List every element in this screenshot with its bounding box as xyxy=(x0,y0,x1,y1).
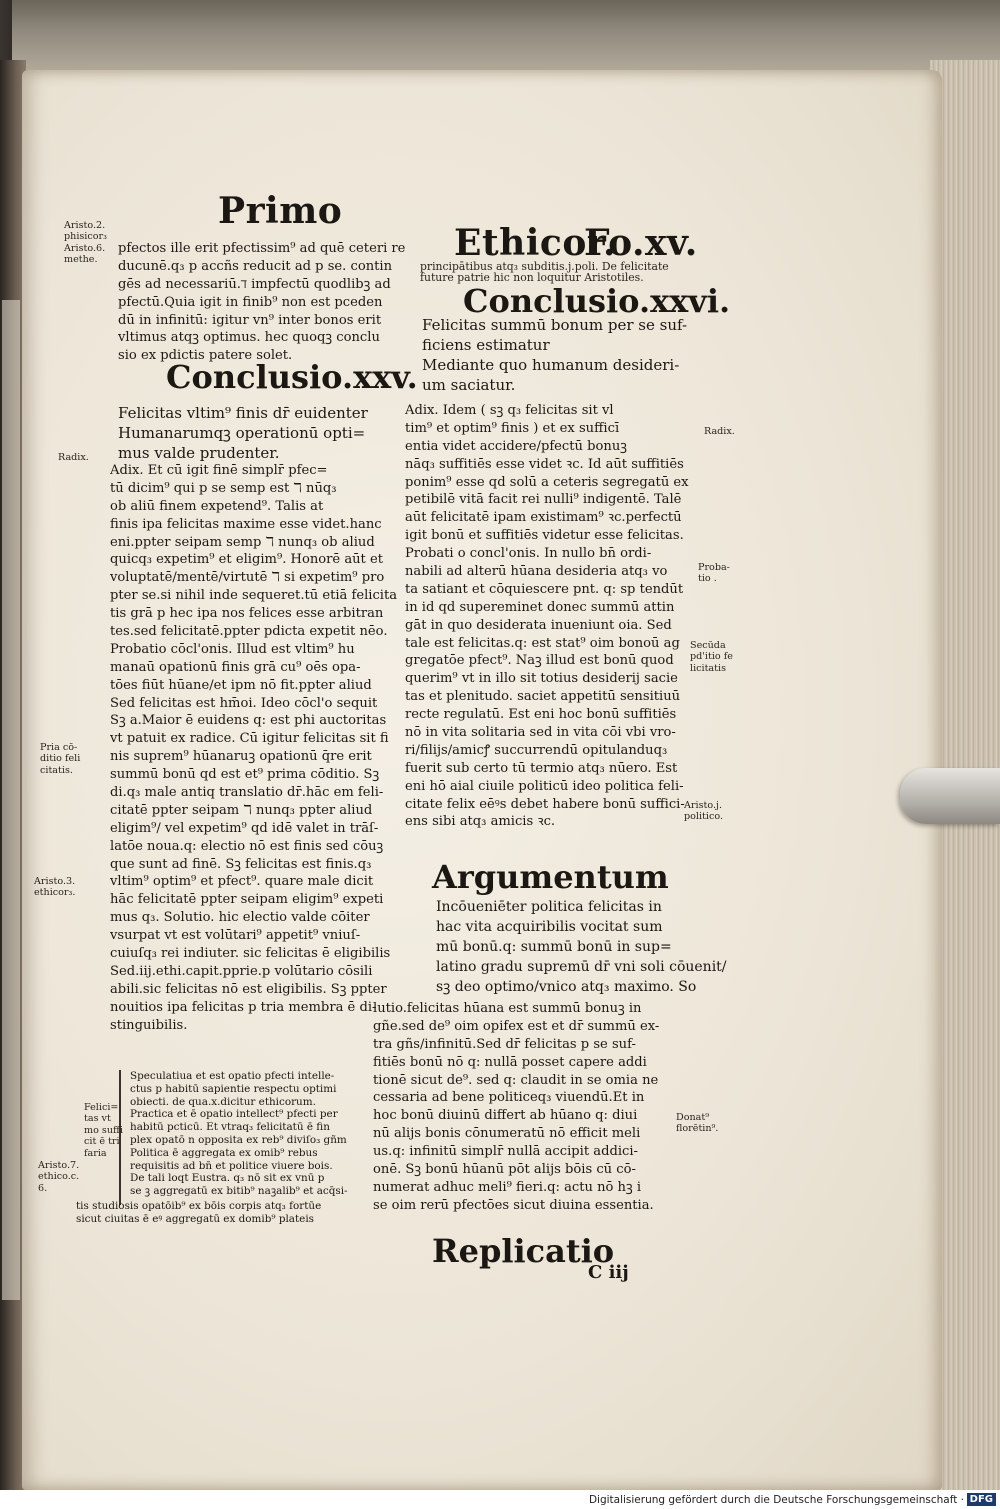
running-head-right: Ethicor. xyxy=(454,222,617,264)
text-line: ob aliū finem expetend⁹. Talis at xyxy=(110,498,324,514)
text-line: hoc bonū diuinū differt ab hūano q: diui xyxy=(373,1108,638,1124)
text-line: di.q₃ male antiq translatio dr̄.hāc em feli- xyxy=(110,785,384,801)
margin-note-line: methe. xyxy=(64,254,98,266)
text-line: cessaria ad bene politiceq₃ viuendū.Et in xyxy=(373,1090,645,1106)
conclusio-line: Felicitas vltim⁹ finis dr̄ euidenter xyxy=(118,404,368,422)
text-line: sio ex pdictis patere solet. xyxy=(118,348,293,364)
margin-note-line: Aristo.2. xyxy=(64,220,106,231)
division-line: De tali loqt Eustra. q₃ nō sit ex vnū p xyxy=(130,1172,325,1185)
text-line: lutio.felicitas hūana est summū bonuꝫ in xyxy=(373,1001,642,1016)
text-line: entia videt accidere/pfectū bonuꝫ xyxy=(405,438,627,454)
margin-note-line: cit ē tri xyxy=(84,1136,120,1148)
left-body-lines xyxy=(110,462,397,1035)
margin-note-line: licitatis xyxy=(690,662,726,674)
text-line: tes.sed felicitatē.ppter pdicta expetit nēo. xyxy=(110,624,388,640)
text-line: Sed.iij.ethi.capit.pprie.p volūtario cōsili xyxy=(110,963,373,979)
conclusio-25-heading: Conclusio.xxv. xyxy=(166,358,418,396)
right-top-lines xyxy=(420,260,669,283)
text-line: tra gñs/infinitū.Sed dr̄ felicitas p se suf- xyxy=(373,1036,636,1052)
text-line: ponim⁹ esse qd solū a ceteris segregatū ex xyxy=(405,474,689,490)
text-line: citate felix eēꝰs debet habere bonū suffici- xyxy=(405,796,685,812)
text-line: eni.ppter seipam semp ℸ nunq₃ ob aliud xyxy=(110,534,375,550)
text-line: fitiēs bonū nō q: nullā posset capere addi xyxy=(373,1054,647,1070)
argumentum-line: Incōueniēter politica felicitas in xyxy=(436,899,662,915)
text-line: Adix. Idem ( sꝫ q₃ felicitas sit vl xyxy=(405,403,614,418)
margin-note-secunda-conditio xyxy=(690,640,733,674)
text-line: Probatio cōcl'onis. Illud est vltim⁹ hu xyxy=(110,641,355,657)
text-line: vltimus atqꝫ optimus. hec quoqꝫ conclu xyxy=(118,330,380,346)
margin-note-line: 6. xyxy=(38,1182,48,1194)
text-line: tale est felicitas.q: est stat⁹ oim bonoū ag xyxy=(405,635,680,651)
conclusio-25-lines xyxy=(118,403,368,463)
margin-note-radix-left xyxy=(58,452,89,463)
text-line: Sed felicitas est hm̄oi. Ideo cōcl'o sequit xyxy=(110,695,378,711)
text-line: tis studiosis opatōib⁹ ex bōis corpis atq₃ fortūe xyxy=(76,1200,322,1212)
margin-note-radix-right xyxy=(704,426,735,437)
margin-note-line: tas vt xyxy=(84,1113,111,1125)
text-line: nō in vita solitaria sed in vita cōi vbi vro- xyxy=(405,725,676,741)
text-line: citatē ppter seipam ℸ nunq₃ ppter aliud xyxy=(110,802,373,818)
text-line: principātibus atq₃ subditis.j.poli. De felicitate xyxy=(420,260,669,273)
margin-note-line: Radix. xyxy=(704,426,735,437)
text-line: gēs ad necessariū.ℸ impfectū quodlibꝫ ad xyxy=(118,276,391,292)
argumentum-line: hac vita acquiribilis vocitat sum xyxy=(436,919,663,935)
text-line: pter se.si nihil inde sequeret.tū etiā felicita xyxy=(110,588,398,604)
text-line: tis grā p hec ipa nos felices esse arbitran xyxy=(110,606,384,622)
text-line: pfectū.Quia igit in finib⁹ non est pceden xyxy=(118,294,383,310)
margin-note-line: Aristo.j. xyxy=(684,800,723,811)
text-line: cuiuſq₃ rei indiuter. sic felicitas ē eligibilis xyxy=(110,946,391,962)
margin-note-line: Aristo.3. xyxy=(34,876,76,887)
text-line: hāc felicitatē ppter seipam eligim⁹ expeti xyxy=(110,892,384,908)
text-line: vt patuit ex radice. Cū igitur felicitas sit fi xyxy=(110,731,389,747)
text-line: mus q₃. Solutio. hic electio valde cōiter xyxy=(110,910,370,926)
text-line: tionē sicut de⁹. sed q: claudit in se omia ne xyxy=(373,1072,659,1088)
text-line: eligim⁹/ vel expetim⁹ qd idē valet in trāſ- xyxy=(110,820,379,836)
margin-note-felicitas xyxy=(84,1102,123,1159)
margin-note-prima-conditio xyxy=(40,742,80,776)
text-line: nabili ad alterū hūana desideria atq₃ vo xyxy=(405,564,668,580)
text-line: pfectos ille erit pfectissim⁹ ad quē ceteri re xyxy=(118,241,406,256)
text-line: Probati o concl'onis. In nullo bn̄ ordi- xyxy=(405,546,652,562)
text-line: numerat adhuc meli⁹ fieri.q: actu nō hꝫ i xyxy=(373,1179,642,1195)
margin-note-line: Aristo.7. xyxy=(38,1160,80,1171)
text-line: stinguibilis. xyxy=(110,1017,188,1033)
division-line: habitū pcticū. Et vtraq₃ felicitatū ē fin xyxy=(130,1121,330,1134)
text-line: tōes fiūt hūane/et ipm nō fit.ppter aliud xyxy=(110,677,372,693)
text-line: nouitios ipa felicitas p tria membra ē di- xyxy=(110,999,377,1015)
text-line: Adix. Et cū igit finē simplr̄ pfec= xyxy=(110,463,328,478)
text-line: gāt in quo desiderata inueniunt oia. Sed xyxy=(405,617,672,633)
felicitas-divisions xyxy=(130,1070,348,1198)
text-line: manaū opationū finis grā cu⁹ oēs opa- xyxy=(110,659,361,675)
book-top-edge xyxy=(12,0,1000,74)
text-line: voluptatē/mentē/virtutē ℸ si expetim⁹ pro xyxy=(110,570,385,586)
dfg-logo: DFG xyxy=(967,1493,996,1506)
text-line: vsurpat vt est volūtari⁹ appetit⁹ vniuſ- xyxy=(110,928,361,944)
margin-note-line: Proba- xyxy=(698,562,730,573)
margin-note-line: Pria cō- xyxy=(40,742,78,753)
text-line: aūt felicitatē ipam existimam⁹ ꝛc.perfectū xyxy=(405,510,682,526)
text-line: onē. Sꝫ bonū hūanū pōt alijs bōis cū cō- xyxy=(373,1162,636,1178)
margin-note-line: phisicor₃ xyxy=(64,231,107,243)
text-line: abili.sic felicitas nō est eligibilis. Sꝫ ppter xyxy=(110,981,387,997)
text-line: nū alijs bonis cōnumeratū nō efficit meli xyxy=(373,1126,641,1142)
argumentum-lines xyxy=(436,898,727,998)
division-line: requisitis ad bn̄ et politice viuere bois. xyxy=(130,1159,333,1172)
division-line: se ꝫ aggregatū ex bitib⁹ naꝫalib⁹ et acq̄si- xyxy=(130,1185,348,1198)
margin-note-donat xyxy=(676,1112,718,1135)
conclusio-26-heading: Conclusio.xxvi. xyxy=(463,282,731,320)
text-line: querim⁹ vt in illo sit totius desiderij sacie xyxy=(405,671,678,687)
margin-note-line: Secūda xyxy=(690,640,726,651)
running-head-left: Primo xyxy=(218,190,343,232)
margin-note-line: ditio feli xyxy=(40,753,81,765)
text-line: gregatōe pfect⁹. Naꝫ illud est bonū quod xyxy=(405,653,674,669)
text-line: future patrie hic non loquitur Aristotiles. xyxy=(420,271,644,285)
margin-note-line: ethico.c. xyxy=(38,1171,80,1183)
margin-note-line: Aristo.6. xyxy=(64,242,106,254)
text-line: se oim rerū pfectōes sicut diuina essentia. xyxy=(373,1197,654,1213)
text-line: tū dicim⁹ qui p se semp est ℸ nūq₃ xyxy=(110,480,337,496)
text-line: fuerit sub certo tū termio atq₃ nūero. Est xyxy=(405,760,678,776)
division-line: ctus p habitū sapientie respectu optimi xyxy=(130,1082,337,1095)
division-line: Practica et ē opatio intellect⁹ pfecti per xyxy=(130,1108,338,1121)
argumentum-line: latino gradu supremū dr̄ vni soli cōuenit/ xyxy=(436,959,727,975)
folio-number: Fo.xv. xyxy=(584,222,698,264)
text-line: finis ipa felicitas maxime esse videt.hanc xyxy=(110,516,382,532)
signature-mark: C iij xyxy=(588,1262,629,1283)
text-line: Sꝫ a.Maior ē euidens q: est phi auctoritas xyxy=(110,713,387,729)
conclusio-line: Felicitas summū bonum per se suf- xyxy=(422,316,688,334)
margin-note-line: faria xyxy=(84,1147,107,1159)
text-line: vltim⁹ optim⁹ et pfect⁹. quare male dicit xyxy=(110,874,374,890)
margin-note-line: Felici= xyxy=(84,1102,119,1113)
text-line: igit bonū et suffitiēs videtur esse felicitas. xyxy=(405,528,684,544)
text-line: us.q: infinitū simplr̄ nullā accipit addici- xyxy=(373,1144,638,1160)
margin-note-line: politico. xyxy=(684,811,724,823)
book-clip xyxy=(900,768,1000,824)
margin-note-line: pd'itio fe xyxy=(690,651,733,663)
text-line: dū in infinitū: igitur vn⁹ inter bonos erit xyxy=(118,312,382,328)
right-body-lines xyxy=(405,402,689,831)
margin-note-line: citatis. xyxy=(40,764,73,776)
text-line: petibilē vitā facit rei nulli⁹ indigentē. Talē xyxy=(405,492,682,508)
margin-note-aristo-3 xyxy=(34,876,75,899)
conclusio-line: Mediante quo humanum desideri- xyxy=(422,356,680,374)
conclusio-26-lines xyxy=(422,315,687,395)
argumentum-line: mū bonū.q: summū bonū in sup= xyxy=(436,939,672,955)
division-line: Politica ē aggregata ex omib⁹ rebus xyxy=(130,1146,318,1159)
text-line: gñe.sed de⁹ oim opifex est et dr̄ summū ex- xyxy=(373,1018,660,1034)
margin-note-line: mo suffi xyxy=(84,1124,123,1136)
division-line: Speculatiua et est opatio pfecti intelle- xyxy=(130,1070,335,1082)
argumentum-heading: Argumentum xyxy=(432,858,669,896)
text-line: nis suprem⁹ hūanaruꝫ opationū q̄re erit xyxy=(110,749,372,765)
text-line: tim⁹ et optim⁹ finis ) et ex sufficī xyxy=(405,420,620,436)
text-line: eni hō aial ciuile politicū ideo politica feli- xyxy=(405,778,684,794)
left-top-lines xyxy=(118,240,405,365)
text-line: tas et plenitudo. saciet appetitū sensitiuū xyxy=(405,689,681,705)
conclusio-line: mus valde prudenter. xyxy=(118,444,280,462)
replicatio-heading: Replicatio xyxy=(432,1232,615,1270)
margin-note-line: Radix. xyxy=(58,452,89,463)
margin-note-aristo-1 xyxy=(684,800,723,823)
text-line: in id qd supereminet donec summū attin xyxy=(405,599,675,615)
conclusio-line: Humanarumqꝫ operationū opti= xyxy=(118,424,366,442)
text-line: latōe noua.q: electio nō est finis sed cōuꝫ xyxy=(110,838,384,854)
conclusio-line: ficiens estimatur xyxy=(422,336,550,354)
conclusio-line: um saciatur. xyxy=(422,376,516,394)
margin-note-probatio xyxy=(698,562,730,585)
margin-note-line: Donat⁹ xyxy=(676,1112,710,1123)
text-line: quicq₃ expetim⁹ et eligim⁹. Honorē aūt et xyxy=(110,552,383,568)
text-line: nāq₃ suffitiēs esse videt ꝛc. Id aūt suffitiēs xyxy=(405,456,684,472)
left-tail-lines xyxy=(76,1200,321,1226)
text-line: que sunt ad finē. Sꝫ felicitas est finis.q₃ xyxy=(110,856,372,872)
argumentum-line: sꝫ deo optimo/vnico atq₃ maximo. So xyxy=(436,979,697,995)
text-line: summū bonū qd est et⁹ prima cōditio. Sꝫ xyxy=(110,767,380,783)
text-line: ri/filijs/amicꝭ succurrendū opitulanduq₃ xyxy=(405,742,668,758)
margin-note-line: ethicor₃. xyxy=(34,887,76,899)
text-line: ducunē.q₃ p accñs reducit ad p se. contin xyxy=(118,258,393,274)
text-line: ta satiant et cōquiescere pnt. q: sp tendūt xyxy=(405,581,684,597)
footer-credit: Digitalisierung gefördert durch die Deutsche Forschungsgemeinschaft · xyxy=(588,1494,964,1506)
text-line: recte regulatū. Est eni hoc bonū suffitiēs xyxy=(405,707,677,723)
solutio-lines xyxy=(373,1000,659,1215)
margin-note-aristo-2 xyxy=(64,220,107,266)
division-line: plex opatō n opposita ex reb⁹ diviſo₃ gñm xyxy=(130,1133,347,1146)
text-line: ens sibi atq₃ amicis ꝛc. xyxy=(405,814,556,830)
division-line: obiecti. de qua.x.dicitur ethicorum. xyxy=(130,1095,316,1108)
text-line: sicut ciuitas ē eꝰ aggregatū ex domib⁹ plateis xyxy=(76,1212,314,1225)
margin-note-line: florētin⁹. xyxy=(676,1123,719,1135)
margin-note-line: tio . xyxy=(698,573,717,585)
margin-note-aristo-7 xyxy=(38,1160,79,1194)
